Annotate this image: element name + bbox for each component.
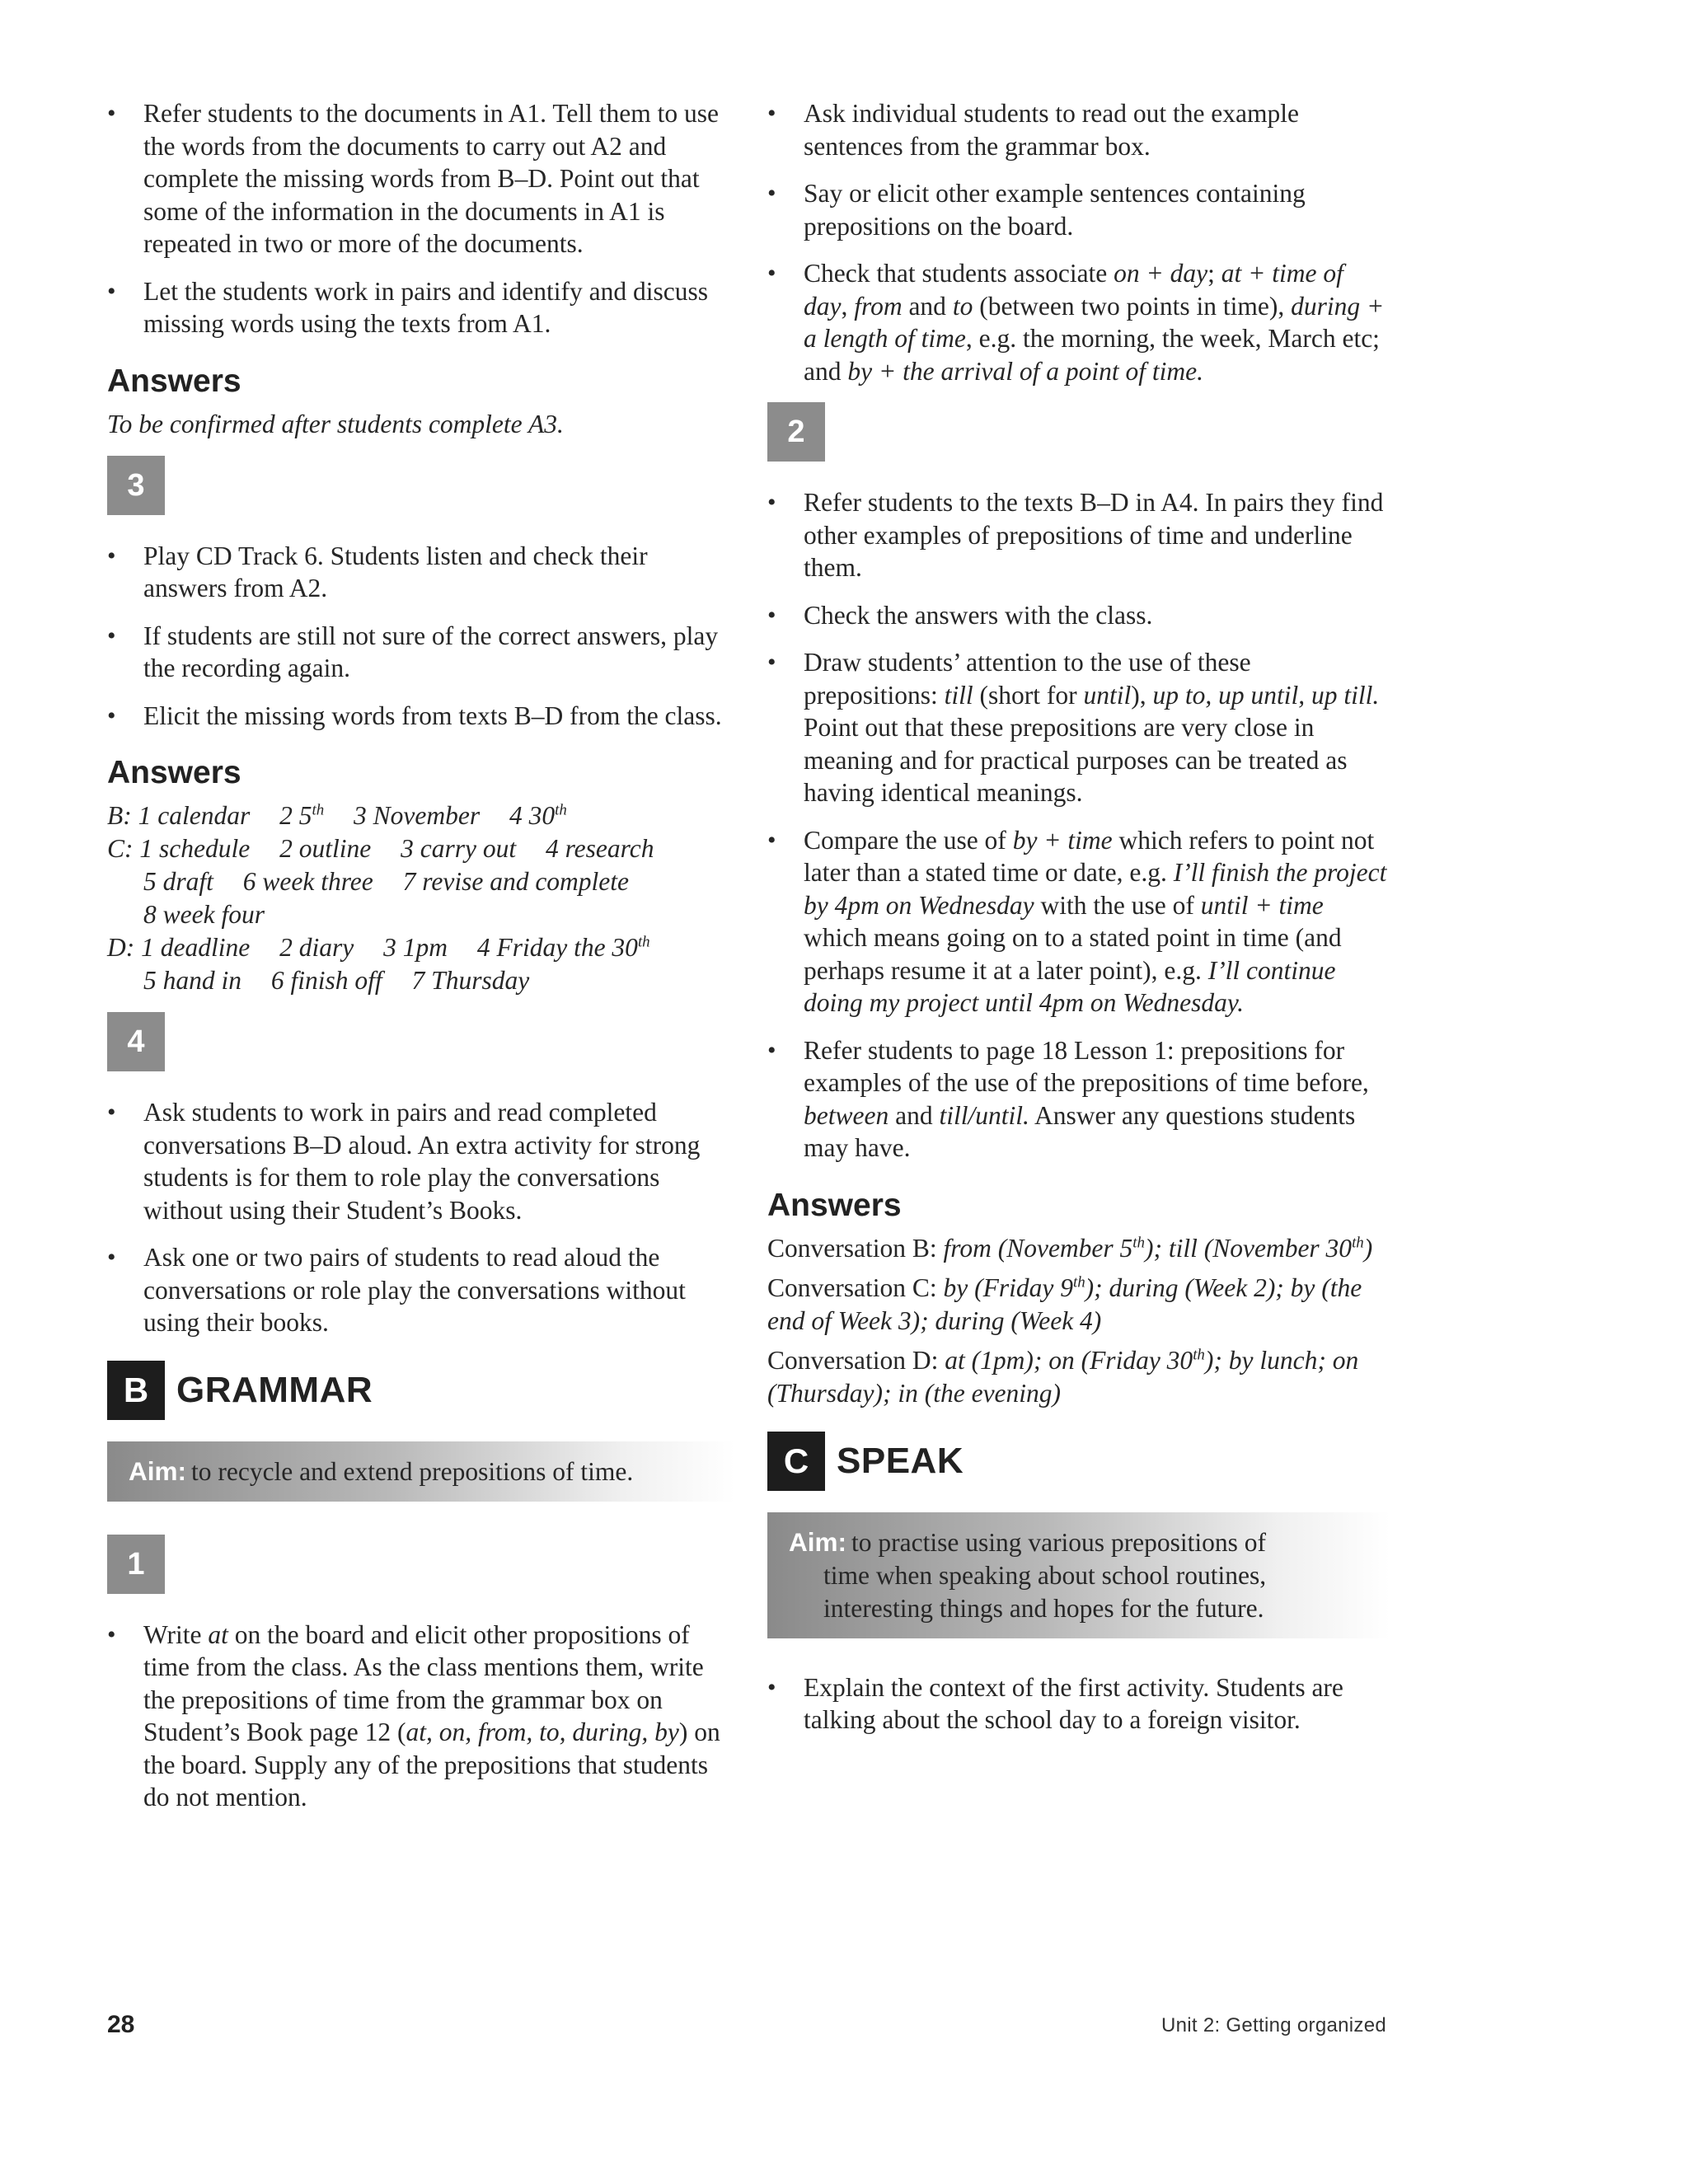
bullet-item: • Check that students associate on + day; at + time of day, from and to (between two points in time), during + a length of time, e.g. the morning, the week, March etc; and by + the arrival of a point of time. (767, 257, 1390, 387)
answers-heading: Answers (767, 1187, 902, 1223)
answer-conversation-b: Conversation B: from (November 5th); till (November 30th) (767, 1233, 1373, 1263)
answer-line-c: C: 1 schedule 2 outline 3 carry out 4 research (107, 834, 654, 863)
section-header-b (107, 1361, 735, 1420)
aim-text: to recycle and extend prepositions of time. (191, 1456, 634, 1486)
answer-conversation-d: Conversation D: at (1pm); on (Friday 30th); by lunch; on (Thursday); in (the evening) (767, 1345, 1359, 1408)
page-number: 28 (107, 2011, 135, 2038)
bullet-list-3 (107, 540, 735, 733)
bullet-item: • Ask individual students to read out the example sentences from the grammar box. (767, 97, 1390, 162)
bullet-item: • Elicit the missing words from texts B–D from the class. (107, 700, 735, 733)
section-letter: B (107, 1361, 165, 1420)
answer-line-d: D: 1 deadline 2 diary 3 1pm 4 Friday the 30th (107, 933, 650, 962)
bullet-item: • Write at on the board and elicit other propositions of time from the class. As the class mentions them, write the prepositions of time from the grammar box on Student’s Book page 12 (at, on, from, to, during, by) on the board. Supply any of the prepositions that students do not mention. (107, 1619, 735, 1814)
bullet-item: • Refer students to the texts B–D in A4. In pairs they find other examples of prepositions of time and underline them. (767, 486, 1390, 584)
aim-box (767, 1512, 1390, 1638)
step-number-box: 1 (107, 1535, 165, 1594)
running-footer: Unit 2: Getting organized (1161, 2014, 1386, 2036)
aim-text-line: interesting things and hopes for the future. (823, 1593, 1264, 1623)
aim-label: Aim: (789, 1526, 846, 1557)
section-title: GRAMMAR (176, 1369, 373, 1410)
answer-line-c2: 5 draft 6 week three 7 revise and complete (143, 867, 630, 896)
answers-text: To be confirmed after students complete A3. (107, 409, 564, 438)
answer-line-d2: 5 hand in 6 finish off 7 Thursday (143, 966, 530, 995)
bullet-item: • Ask students to work in pairs and read completed conversations B–D aloud. An extra activity for strong students is for them to role play the conversations without using their Student’s Books. (107, 1096, 735, 1226)
bullet-list-4 (107, 1096, 735, 1339)
bullet-item: • Check the answers with the class. (767, 599, 1390, 632)
step-number-box: 4 (107, 1012, 165, 1071)
answers-heading: Answers (107, 755, 241, 790)
bullet-item: • Draw students’ attention to the use of these prepositions: till (short for until), up to, up until, up till. Point out that these prepositions are very close in meaning and for practical purposes can be treated as having identical meanings. (767, 646, 1390, 809)
section-letter: C (767, 1432, 825, 1491)
section-header-c (767, 1432, 1390, 1491)
bullet-list-a (107, 97, 735, 340)
aim-label: Aim: (129, 1455, 186, 1486)
bullet-item: • If students are still not sure of the correct answers, play the recording again. (107, 620, 735, 685)
bullet-list-1 (107, 1619, 735, 1814)
bullet-item: • Refer students to page 18 Lesson 1: prepositions for examples of the use of the prepositions of time before, between and till/until. Answer any questions students may have. (767, 1034, 1390, 1165)
answers-heading: Answers (107, 363, 241, 399)
answers-key (107, 799, 735, 997)
step-number-box: 3 (107, 456, 165, 515)
bullet-item: • Refer students to the documents in A1. Tell them to use the words from the documents to carry out A2 and complete the missing words from B–D. Point out that some of the information in the documents in A1 is repeated in two or more of the documents. (107, 97, 735, 260)
right-column (767, 97, 1390, 1751)
bullet-list-top (767, 97, 1390, 387)
bullet-list-c (767, 1671, 1390, 1736)
answer-line-c3: 8 week four (143, 900, 265, 929)
bullet-item: • Compare the use of by + time which refers to point not later than a stated time or date, e.g. I’ll finish the project by 4pm on Wednesday with the use of until + time which means going on to a stated point in time (and perhaps resume it at a later point), e.g. I’ll continue doing my project until 4pm on Wednesday. (767, 824, 1390, 1019)
bullet-item: • Explain the context of the first activity. Students are talking about the school day to a foreign visitor. (767, 1671, 1390, 1736)
bullet-item: • Let the students work in pairs and identify and discuss missing words using the texts from A1. (107, 275, 735, 340)
aim-text-line: to practise using various prepositions of (851, 1527, 1267, 1557)
bullet-item: • Play CD Track 6. Students listen and check their answers from A2. (107, 540, 735, 605)
aim-box (107, 1441, 735, 1502)
section-title: SPEAK (837, 1440, 964, 1481)
step-number-box: 2 (767, 402, 825, 462)
bullet-item: • Ask one or two pairs of students to read aloud the conversations or role play the conversations without using their books. (107, 1241, 735, 1339)
answer-conversation-c: Conversation C: by (Friday 9th); during (Week 2); by (the end of Week 3); during (Week 4) (767, 1272, 1362, 1335)
aim-text-line: time when speaking about school routines, (823, 1560, 1267, 1590)
answer-line-b: B: 1 calendar 2 5th 3 November 4 30th (107, 801, 567, 830)
bullet-list-2 (767, 486, 1390, 1165)
left-column (107, 97, 735, 1829)
bullet-item: • Say or elicit other example sentences containing prepositions on the board. (767, 177, 1390, 242)
